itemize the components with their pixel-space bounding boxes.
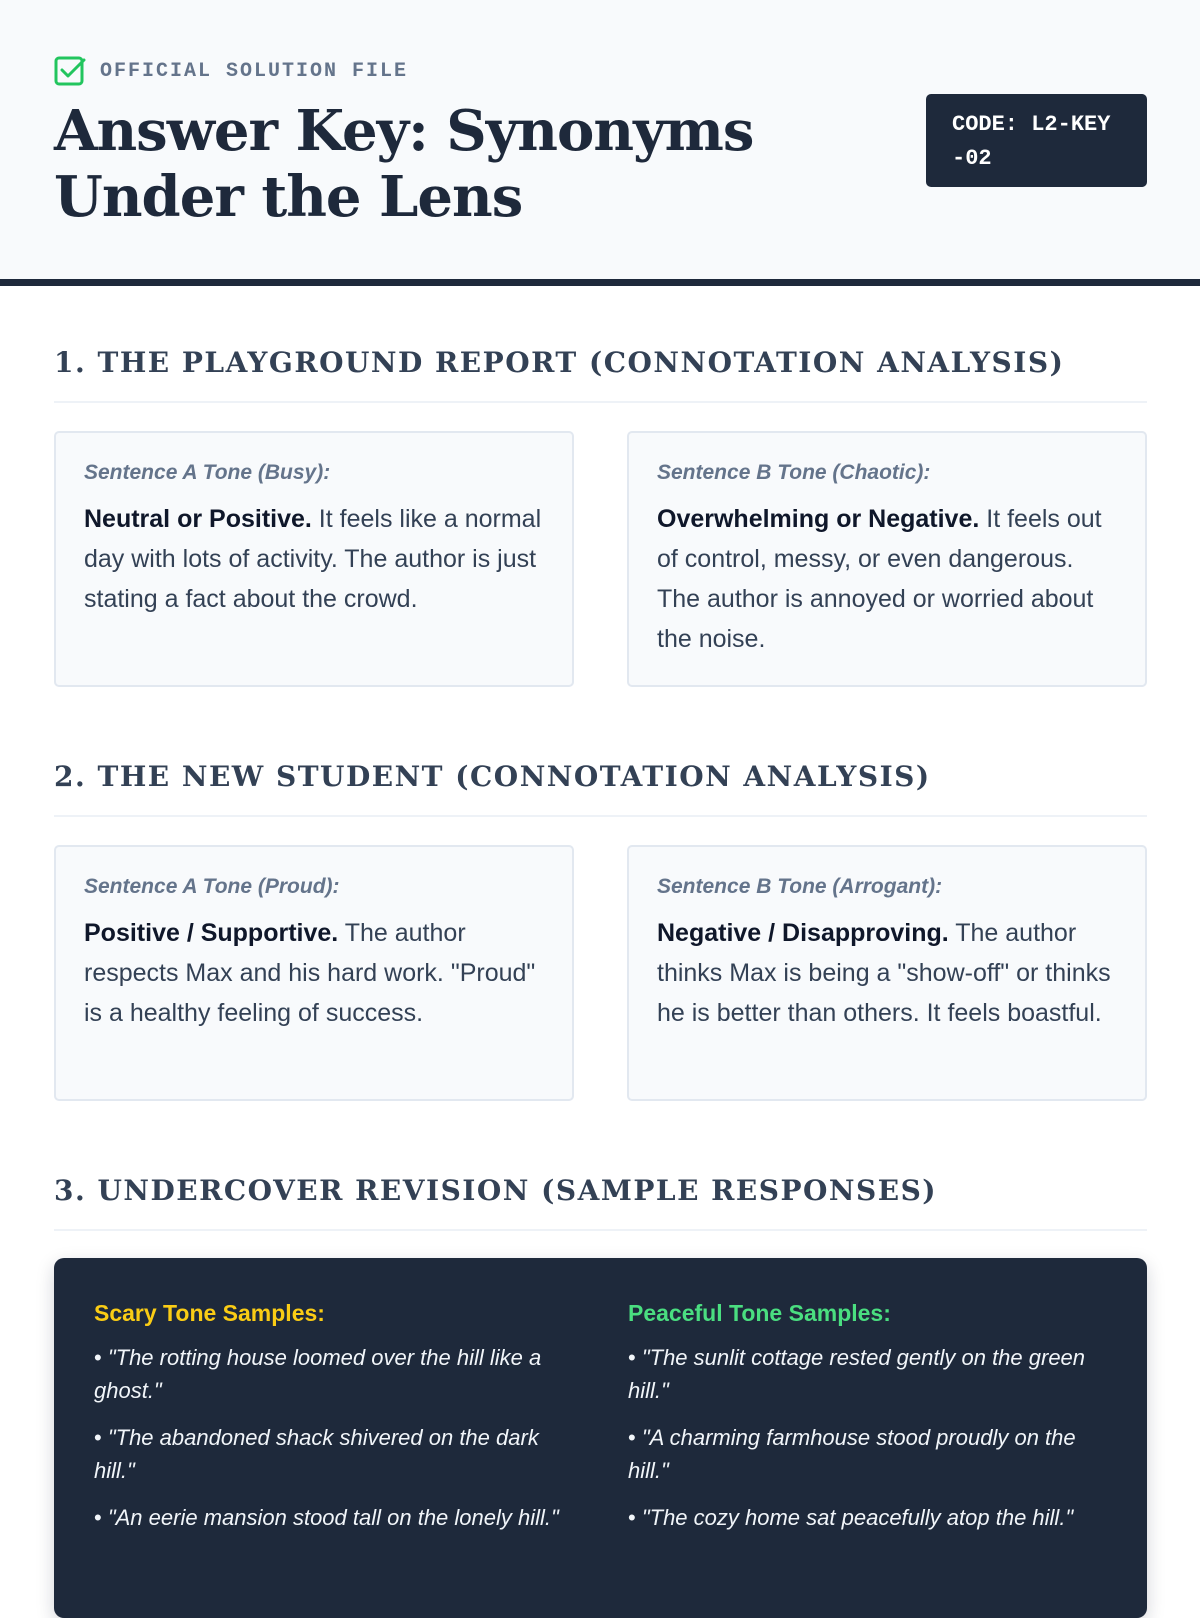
eyebrow-label: OFFICIAL SOLUTION FILE	[100, 59, 409, 83]
card-answer-bold: Neutral or Positive.	[84, 505, 312, 533]
card-answer	[657, 499, 1117, 659]
scary-samples	[94, 1300, 574, 1548]
check-square-icon	[54, 56, 86, 86]
answer-card-1a	[54, 431, 574, 687]
code-badge: CODE: L2-KEY-02	[926, 94, 1147, 187]
section-title-1: 1. THE PLAYGROUND REPORT (CONNOTATION ANALYSIS)	[54, 346, 1147, 403]
eyebrow	[54, 56, 408, 86]
card-answer-text: It feels like a normal day with lots of activity. The author is just stating a fact about the crowd.	[84, 505, 542, 613]
card-answer-text: The author respects Max and his hard work. "Proud" is a healthy feeling of success.	[84, 919, 536, 1027]
card-answer-bold: Overwhelming or Negative.	[657, 505, 980, 533]
document-header	[0, 0, 1200, 286]
section-title-2: 2. THE NEW STUDENT (CONNOTATION ANALYSIS)	[54, 760, 1147, 817]
sample-item: • "The abandoned shack shivered on the dark hill."	[94, 1421, 574, 1487]
answer-card-2b	[627, 845, 1147, 1101]
sample-item: • "A charming farmhouse stood proudly on the hill."	[628, 1421, 1108, 1487]
page-title: Answer Key: Synonyms Under the Lens	[54, 98, 754, 230]
sample-item: • "The rotting house loomed over the hill like a ghost."	[94, 1341, 574, 1407]
peaceful-samples	[628, 1300, 1108, 1548]
card-answer	[84, 499, 544, 619]
sample-item: • "The cozy home sat peacefully atop the hill."	[628, 1501, 1108, 1534]
card-answer	[84, 913, 544, 1033]
peaceful-samples-heading: Peaceful Tone Samples:	[628, 1300, 891, 1326]
sample-item: • "The sunlit cottage rested gently on the green hill."	[628, 1341, 1108, 1407]
card-answer	[657, 913, 1117, 1033]
scary-samples-heading: Scary Tone Samples:	[94, 1300, 325, 1326]
section-title-3: 3. UNDERCOVER REVISION (SAMPLE RESPONSES)	[54, 1174, 1147, 1231]
card-answer-bold: Positive / Supportive.	[84, 919, 339, 947]
card-answer-text: The author thinks Max is being a "show-off" or thinks he is better than others. It feels boastful.	[657, 919, 1111, 1027]
sample-responses-panel	[54, 1258, 1147, 1618]
card-label: Sentence B Tone (Arrogant):	[657, 875, 943, 898]
sample-item: • "An eerie mansion stood tall on the lonely hill."	[94, 1501, 574, 1534]
card-answer-bold: Negative / Disapproving.	[657, 919, 949, 947]
card-label: Sentence A Tone (Busy):	[84, 461, 331, 484]
card-label: Sentence A Tone (Proud):	[84, 875, 340, 898]
card-label: Sentence B Tone (Chaotic):	[657, 461, 931, 484]
answer-card-2a	[54, 845, 574, 1101]
card-answer-text: It feels out of control, messy, or even dangerous. The author is annoyed or worried about the noise.	[657, 505, 1102, 653]
answer-card-1b	[627, 431, 1147, 687]
